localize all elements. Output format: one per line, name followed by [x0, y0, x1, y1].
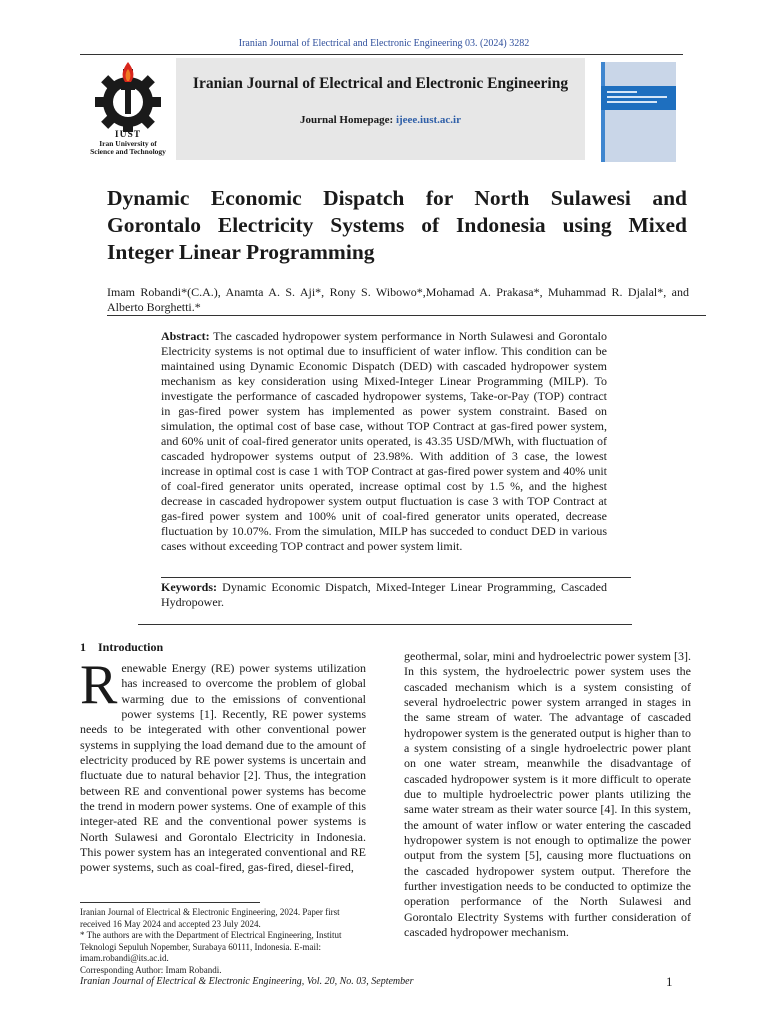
- running-head: Iranian Journal of Electrical and Electronic Engineering 03. (2024) 3282: [238, 38, 530, 49]
- journal-homepage: [176, 114, 585, 126]
- section-title: Introduction: [98, 640, 164, 654]
- footnote-affiliation: * The authors are with the Department of Electrical Engineering, Institut Teknologi Sepuluh Nopember, Surabaya 60111, Indonesia. E-mail: imam.robandi@its.ac.id.: [80, 930, 342, 963]
- abstract: [161, 329, 607, 554]
- section-heading: [80, 640, 163, 655]
- logo-caption-line1: Iran University of: [99, 138, 157, 148]
- author-list: Imam Robandi*(C.A.), Anamta A. S. Aji*, Rony S. Wibowo*,Mohamad A. Prakasa*, Muhammad R. Djalal*, and Alberto Borghetti.*: [107, 285, 689, 314]
- intro-left-column: [80, 654, 366, 876]
- cover-stripe: [601, 62, 605, 162]
- footer-journal: Iranian Journal of Electrical & Electronic Engineering, Vol. 20, No. 03, September: [80, 976, 414, 987]
- footnote-rule: [80, 902, 260, 903]
- keywords-bottom-rule: [138, 624, 632, 625]
- keywords: [161, 580, 607, 610]
- authors-rule: [107, 315, 706, 316]
- homepage-label: Journal Homepage:: [299, 114, 396, 126]
- logo-acronym: IUST: [114, 130, 142, 140]
- header-rule: [80, 54, 683, 55]
- intro-left-text: enewable Energy (RE) power systems utilization has increased to overcome the problem of global warming due to the emissions of conventional power systems [1]. Recently, RE power systems needs to be integerated with other conventional power systems in supplying the load demand due to the amount of electricity produced by RE power systems is uncertain and fluctuate due to natural behavior [2]. Thus, the integration between RE and conventional power systems has become the trend in modern power systems. One of example of this integer-ated RE and the conventional power systems is North Sulawesi and Gorontalo Electricity in Indonesia. This power system has an integerated conventional and RE power systems, such as coal-fired, gas-fired, diesel-fired,: [80, 661, 366, 875]
- journal-banner: [176, 58, 585, 160]
- logo-caption: [84, 131, 172, 157]
- footnote-received: Iranian Journal of Electrical & Electronic Engineering, 2024. Paper first received 16 May 2024 and accepted 23 July 2024.: [80, 907, 340, 929]
- abstract-text: The cascaded hydropower system performance in North Sulawesi and Gorontalo Electricity systems is not optimal due to insufficient of water inflow. This condition can be maintained using Dynamic Economic Dispatch (DED) with cascaded hydropower system mechanism as key consideration using Mixed-Integer Linear Programming (MILP). To investigate the performance of cascaded hydropower systems, Take-or-Pay (TOP) contract in gas-fired power system has implemented as power system constraint. Based on simulation, the optimal cost of base case, without TOP Contract at gas-fired power system, and 60% unit of coal-fired generator units operated, is 43.35 USD/MWh, with fluctuation of cascaded hydropower systems output of 23.98%. With addition of 3 case, the lowest increase in optimal cost is case 1 with TOP Contract at gas-fired power system and 40% unit of coal-fired generator units operated, increase optimal cost by 1.5 %, and the highest decrease in cascaded hydropower system output fluctuation is case 3 with TOP Contract at gas-fired power system and 100% unit of coal-fired generator units operated, decrease fluctuation by 10.07%. From the simulation, MILP has succeded to conduct DED in various cases without exceeding TOP contract and power system limit.: [161, 329, 607, 553]
- intro-right-column: geothermal, solar, mini and hydroelectric power system [3]. In this system, the hydroelectric power system uses the cascaded mechanism which is a system consisting of several hydroelectric power system arranged in stages in the same stream of water. The advantage of cascaded hydropower system is the generated output is higher than to a system consisting of a single hydroelectric power plant on one water stream, meanwhile the disadvantage of cascaded hydropower system is it more difficult to operate due to multiple hydroelectric power plants utilizing the same water stream as their water source [4]. In this system, the amount of water inflow or water entering the cascaded hydropower system is not enough to optimalize the power output from the system [5], causing more fluctuations on the cascaded hydropower system output. Therefore the further investigation needs to be conducted to optimize the operation performance of the North Sulawesi and Gorontalo Electrity Systems with further consideration of cascaded hydropower mechanism.: [404, 649, 691, 939]
- cover-title-band: [601, 86, 676, 110]
- keywords-label: Keywords:: [161, 580, 217, 594]
- gear-torch-icon: [88, 58, 168, 132]
- keywords-top-rule: [161, 577, 631, 578]
- journal-name: Iranian Journal of Electrical and Electronic Engineering: [192, 75, 569, 92]
- logo-caption-line2: Science and Technology: [90, 147, 166, 156]
- homepage-link[interactable]: ijeee.iust.ac.ir: [395, 114, 461, 126]
- paper-title: Dynamic Economic Dispatch for North Sulawesi and Gorontalo Electricity Systems of Indonesia using Mixed Integer Linear Programming: [107, 186, 687, 264]
- footnote: [80, 907, 368, 976]
- journal-cover-image: [601, 62, 676, 162]
- footnote-corresponding: Corresponding Author: Imam Robandi.: [80, 964, 222, 975]
- drop-cap: R: [80, 654, 118, 716]
- page-number: 1: [666, 974, 673, 989]
- keywords-text: Dynamic Economic Dispatch, Mixed-Integer Linear Programming, Cascaded Hydropower.: [161, 580, 608, 609]
- section-number: 1: [80, 640, 86, 654]
- abstract-label: Abstract:: [161, 329, 210, 343]
